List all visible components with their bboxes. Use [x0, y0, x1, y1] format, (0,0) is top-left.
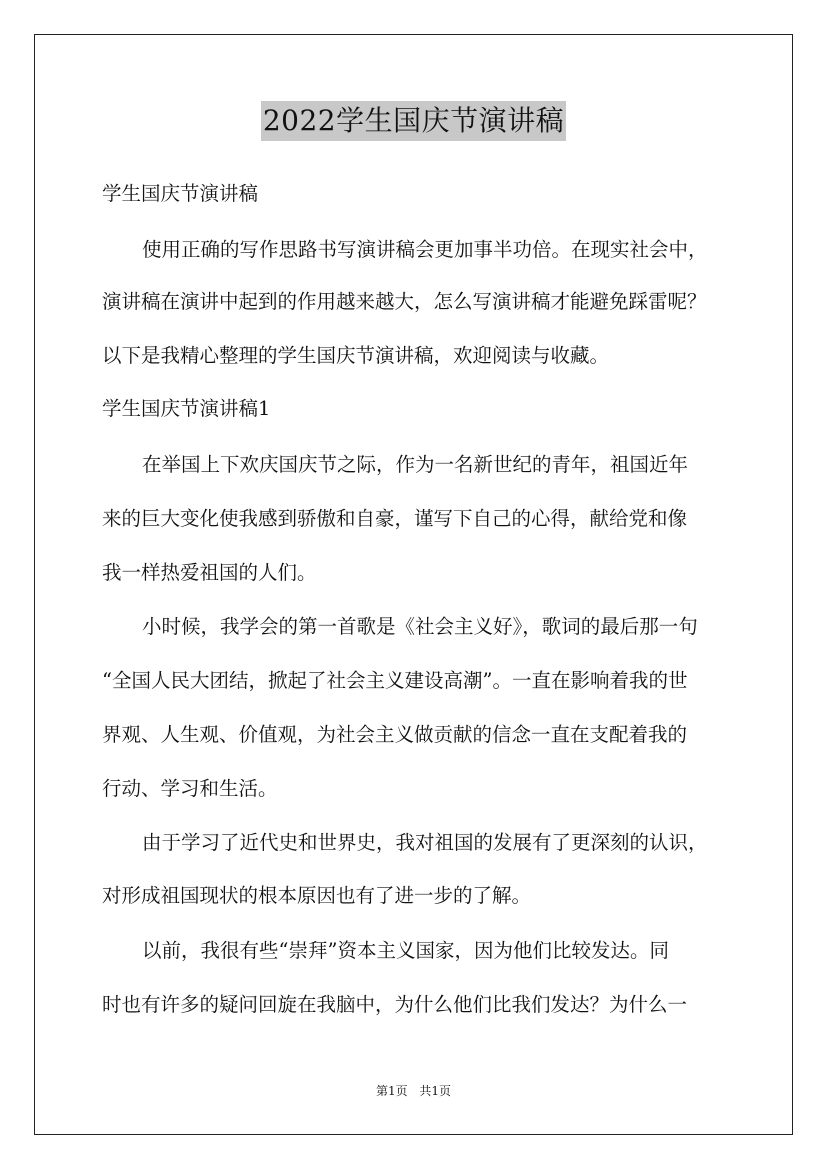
paragraph-line: 以下是我精心整理的学生国庆节演讲稿，欢迎阅读与收藏。 — [102, 344, 610, 367]
section-heading: 学生国庆节演讲稿 — [102, 182, 259, 205]
document-title: 2022学生国庆节演讲稿 — [261, 101, 566, 141]
paragraph-line: 小时候，我学会的第一首歌是《社会主义好》，歌词的最后那一句 — [142, 615, 698, 638]
page-total: 共1页 — [419, 1084, 452, 1098]
paragraph-line: 由于学习了近代史和世界史，我对祖国的发展有了更深刻的认识， — [142, 831, 708, 854]
paragraph-line: 使用正确的写作思路书写演讲稿会更加事半功倍。在现实社会中， — [142, 238, 708, 261]
paragraph-line: “全国人民大团结，掀起了社会主义建设高潮”。一直在影响着我的世 — [102, 669, 688, 692]
paragraph-line: 时也有许多的疑问回旋在我脑中，为什么他们比我们发达？为什么一 — [102, 993, 688, 1016]
paragraph-line: 对形成祖国现状的根本原因也有了进一步的了解。 — [102, 884, 532, 907]
page-number: 第1页 — [375, 1084, 408, 1098]
paragraph-line: 以前，我很有些“崇拜”资本主义国家，因为他们比较发达。同 — [142, 939, 669, 962]
paragraph-line: 我一样热爱祖国的人们。 — [102, 561, 317, 584]
section-heading: 学生国庆节演讲稿1 — [102, 397, 271, 420]
paragraph-line: 来的巨大变化使我感到骄傲和自豪，谨写下自己的心得，献给党和像 — [102, 507, 688, 530]
paragraph-line: 在举国上下欢庆国庆节之际，作为一名新世纪的青年，祖国近年 — [142, 453, 689, 476]
title-container — [0, 101, 827, 141]
paragraph-line: 界观、人生观、价值观，为社会主义做贡献的信念一直在支配着我的 — [102, 723, 688, 746]
page-footer — [0, 1083, 827, 1099]
paragraph-line: 行动、学习和生活。 — [102, 777, 278, 800]
paragraph-line: 演讲稿在演讲中起到的作用越来越大，怎么写演讲稿才能避免踩雷呢？ — [102, 290, 707, 313]
